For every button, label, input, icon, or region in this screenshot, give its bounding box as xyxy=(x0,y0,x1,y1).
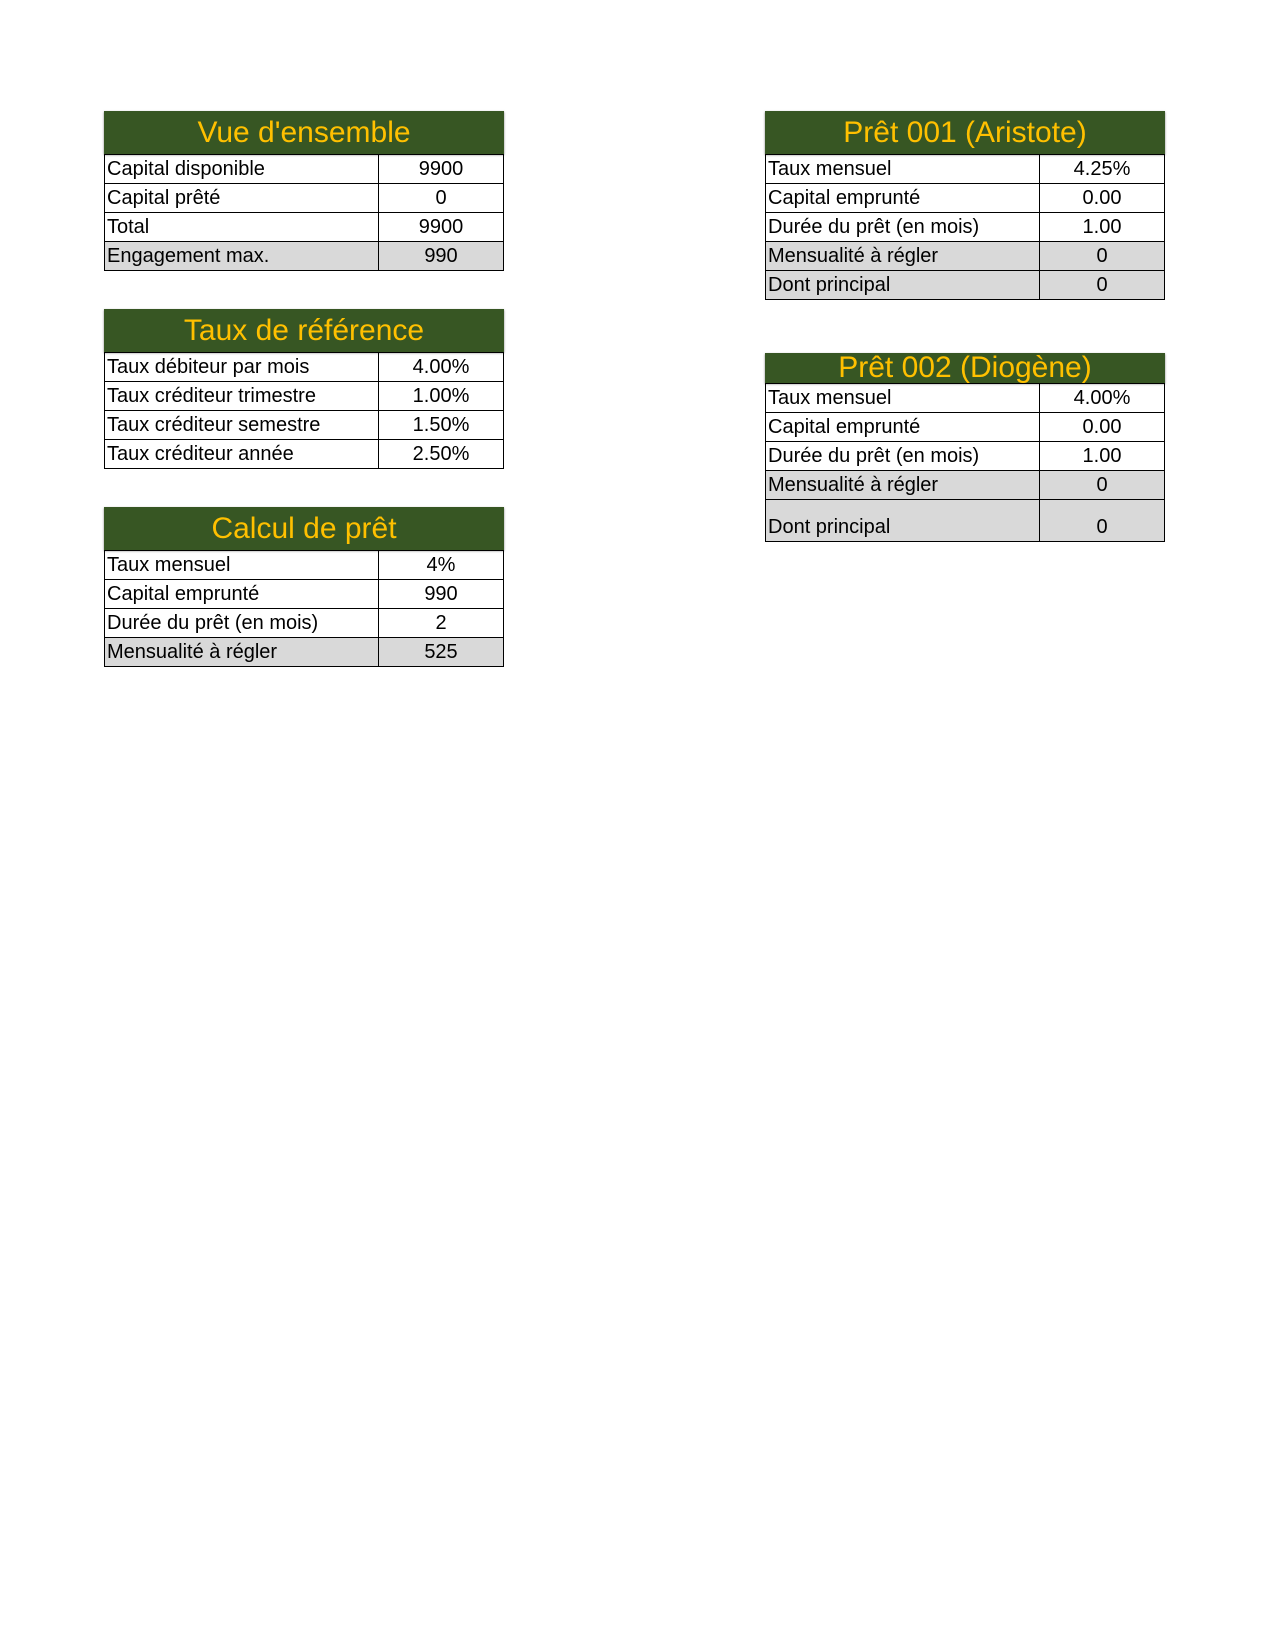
loan-002-value-capital-emprunte[interactable]: 0.00 xyxy=(1040,413,1165,442)
table-row xyxy=(105,382,504,411)
loan-001-value-principal[interactable]: 0 xyxy=(1040,271,1165,300)
overview-label-engagement-max[interactable]: Engagement max. xyxy=(105,242,379,271)
loan-001-table xyxy=(765,154,1165,300)
reference-rates-table xyxy=(104,352,504,469)
reference-rates-block xyxy=(104,309,504,469)
table-row xyxy=(105,353,504,382)
calc-label-capital-emprunte[interactable]: Capital emprunté xyxy=(105,580,379,609)
rate-label-crediteur-annee[interactable]: Taux créditeur année xyxy=(105,440,379,469)
loan-calc-table xyxy=(104,550,504,667)
table-row xyxy=(105,184,504,213)
overview-title: Vue d'ensemble xyxy=(104,111,504,154)
table-row xyxy=(766,471,1165,500)
calc-value-taux-mensuel[interactable]: 4% xyxy=(379,551,504,580)
loan-002-title: Prêt 002 (Diogène) xyxy=(765,353,1165,383)
reference-rates-title: Taux de référence xyxy=(104,309,504,352)
table-row xyxy=(766,500,1165,542)
rate-label-crediteur-trimestre[interactable]: Taux créditeur trimestre xyxy=(105,382,379,411)
loan-001-block xyxy=(765,111,1165,300)
table-row xyxy=(766,271,1165,300)
loan-002-value-duree[interactable]: 1.00 xyxy=(1040,442,1165,471)
loan-002-label-duree[interactable]: Durée du prêt (en mois) xyxy=(766,442,1040,471)
calc-label-taux-mensuel[interactable]: Taux mensuel xyxy=(105,551,379,580)
table-row xyxy=(105,440,504,469)
rate-label-crediteur-semestre[interactable]: Taux créditeur semestre xyxy=(105,411,379,440)
loan-001-title: Prêt 001 (Aristote) xyxy=(765,111,1165,154)
loan-002-label-principal[interactable]: Dont principal xyxy=(766,500,1040,542)
loan-001-value-taux-mensuel[interactable]: 4.25% xyxy=(1040,155,1165,184)
rate-value-crediteur-trimestre[interactable]: 1.00% xyxy=(379,382,504,411)
overview-block xyxy=(104,111,504,271)
overview-value-engagement-max[interactable]: 990 xyxy=(379,242,504,271)
table-row xyxy=(105,609,504,638)
overview-label-total[interactable]: Total xyxy=(105,213,379,242)
loan-002-label-taux-mensuel[interactable]: Taux mensuel xyxy=(766,384,1040,413)
loan-002-value-principal[interactable]: 0 xyxy=(1040,500,1165,542)
calc-label-duree[interactable]: Durée du prêt (en mois) xyxy=(105,609,379,638)
loan-001-value-duree[interactable]: 1.00 xyxy=(1040,213,1165,242)
loan-002-value-taux-mensuel[interactable]: 4.00% xyxy=(1040,384,1165,413)
table-row xyxy=(766,155,1165,184)
table-row xyxy=(105,551,504,580)
calc-value-capital-emprunte[interactable]: 990 xyxy=(379,580,504,609)
loan-001-label-duree[interactable]: Durée du prêt (en mois) xyxy=(766,213,1040,242)
rate-value-debiteur-mois[interactable]: 4.00% xyxy=(379,353,504,382)
rate-value-crediteur-semestre[interactable]: 1.50% xyxy=(379,411,504,440)
loan-001-label-mensualite[interactable]: Mensualité à régler xyxy=(766,242,1040,271)
loan-001-value-capital-emprunte[interactable]: 0.00 xyxy=(1040,184,1165,213)
table-row xyxy=(766,242,1165,271)
loan-001-label-taux-mensuel[interactable]: Taux mensuel xyxy=(766,155,1040,184)
table-row xyxy=(766,213,1165,242)
loan-002-label-capital-emprunte[interactable]: Capital emprunté xyxy=(766,413,1040,442)
table-row xyxy=(105,242,504,271)
table-row xyxy=(766,413,1165,442)
overview-value-capital-prete[interactable]: 0 xyxy=(379,184,504,213)
overview-value-total[interactable]: 9900 xyxy=(379,213,504,242)
loan-002-block xyxy=(765,353,1165,542)
table-row xyxy=(105,213,504,242)
table-row xyxy=(766,184,1165,213)
loan-001-value-mensualite[interactable]: 0 xyxy=(1040,242,1165,271)
table-row xyxy=(105,411,504,440)
loan-002-label-mensualite[interactable]: Mensualité à régler xyxy=(766,471,1040,500)
table-row xyxy=(105,155,504,184)
table-row xyxy=(766,384,1165,413)
table-row xyxy=(105,580,504,609)
loan-calc-block xyxy=(104,507,504,667)
loan-calc-title: Calcul de prêt xyxy=(104,507,504,550)
calc-value-mensualite[interactable]: 525 xyxy=(379,638,504,667)
overview-label-capital-prete[interactable]: Capital prêté xyxy=(105,184,379,213)
calc-label-mensualite[interactable]: Mensualité à régler xyxy=(105,638,379,667)
rate-value-crediteur-annee[interactable]: 2.50% xyxy=(379,440,504,469)
table-row xyxy=(105,638,504,667)
table-row xyxy=(766,442,1165,471)
loan-002-value-mensualite[interactable]: 0 xyxy=(1040,471,1165,500)
rate-label-debiteur-mois[interactable]: Taux débiteur par mois xyxy=(105,353,379,382)
calc-value-duree[interactable]: 2 xyxy=(379,609,504,638)
overview-value-capital-disponible[interactable]: 9900 xyxy=(379,155,504,184)
loan-001-label-capital-emprunte[interactable]: Capital emprunté xyxy=(766,184,1040,213)
loan-001-label-principal[interactable]: Dont principal xyxy=(766,271,1040,300)
loan-002-table xyxy=(765,383,1165,542)
overview-table xyxy=(104,154,504,271)
overview-label-capital-disponible[interactable]: Capital disponible xyxy=(105,155,379,184)
